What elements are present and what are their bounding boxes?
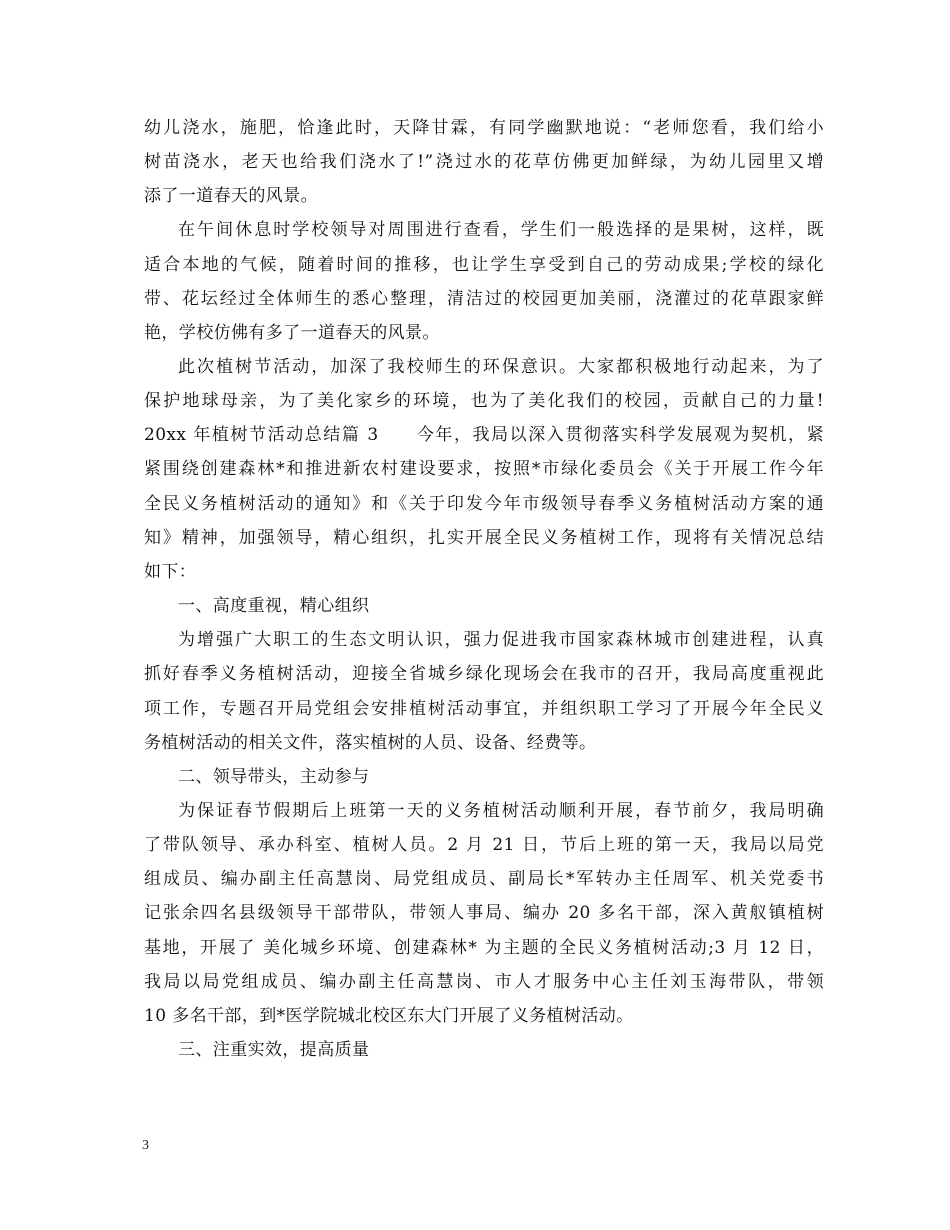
paragraph-line: 紧围绕创建森林*和推进新农村建设要求，按照*市绿化委员会《关于开展工作今年	[144, 459, 824, 479]
paragraph-line: 树苗浇水，老天也给我们浇水了!”浇过水的花草仿佛更加鲜绿，为幼儿园里又增	[144, 152, 824, 172]
paragraph-line: 记张余四名县级领导干部带队，带领人事局、编办 20 多名干部，深入黄舣镇植树	[144, 903, 824, 923]
paragraph-line: 幼儿浇水，施肥，恰逢此时，天降甘霖，有同学幽默地说：“老师您看，我们给小	[144, 118, 824, 138]
paragraph-line: 添了一道春天的风景。	[144, 186, 318, 206]
paragraph-line: 为增强广大职工的生态文明认识，强力促进我市国家森林城市创建进程，认真	[178, 630, 824, 650]
paragraph-line: 保护地球母亲，为了美化家乡的环境，也为了美化我们的校园，贡献自己的力量!	[144, 391, 824, 411]
section-heading: 二、领导带头，主动参与	[178, 767, 370, 787]
paragraph-line: 我局以局党组成员、编办副主任高慧岗、市人才服务中心主任刘玉海带队，带领	[144, 972, 824, 992]
section-title-line: 20xx 年植树节活动总结篇 3 今年，我局以深入贯彻落实科学发展观为契机，紧	[144, 425, 824, 445]
paragraph-line: 如下：	[144, 562, 197, 582]
paragraph-line: 组成员、编办副主任高慧岗、局党组成员、副局长*军转办主任周军、机关党委书	[144, 869, 824, 889]
paragraph-line: 知》精神，加强领导，精心组织，扎实开展全民义务植树工作，现将有关情况总结	[144, 528, 824, 548]
paragraph-line: 适合本地的气候，随着时间的推移，也让学生享受到自己的劳动成果;学校的绿化	[144, 255, 824, 275]
paragraph-line: 全民义务植树活动的通知》和《关于印发今年市级领导春季义务植树活动方案的通	[144, 494, 824, 514]
section-heading: 三、注重实效，提高质量	[178, 1040, 370, 1060]
paragraph-line: 了带队领导、承办科室、植树人员。2 月 21 日，节后上班的第一天，我局以局党	[144, 835, 824, 855]
section-heading: 一、高度重视，精心组织	[178, 596, 370, 616]
paragraph-line: 带、花坛经过全体师生的悉心整理，清洁过的校园更加美丽，浇灌过的花草跟家鲜	[144, 289, 824, 309]
paragraph-line: 为保证春节假期后上班第一天的义务植树活动顺利开展，春节前夕，我局明确	[178, 801, 824, 821]
paragraph-line: 务植树活动的相关文件，落实植树的人员、设备、经费等。	[144, 733, 597, 753]
paragraph-line: 基地，开展了 美化城乡环境、创建森林* 为主题的全民义务植树活动;3 月 12 日，	[144, 938, 824, 958]
paragraph-line: 10 多名干部，到*医学院城北校区东大门开展了义务植树活动。	[144, 1006, 634, 1026]
page-number: 3	[142, 1138, 149, 1153]
paragraph-line: 在午间休息时学校领导对周围进行查看，学生们一般选择的是果树，这样，既	[178, 220, 824, 240]
paragraph-line: 艳，学校仿佛有多了一道春天的风景。	[144, 323, 440, 343]
paragraph-line: 项工作，专题召开局党组会安排植树活动事宜，并组织职工学习了开展今年全民义	[144, 699, 824, 719]
paragraph-line: 抓好春季义务植树活动，迎接全省城乡绿化现场会在我市的召开，我局高度重视此	[144, 664, 824, 684]
paragraph-line: 此次植树节活动，加深了我校师生的环保意识。大家都积极地行动起来，为了	[178, 357, 824, 377]
